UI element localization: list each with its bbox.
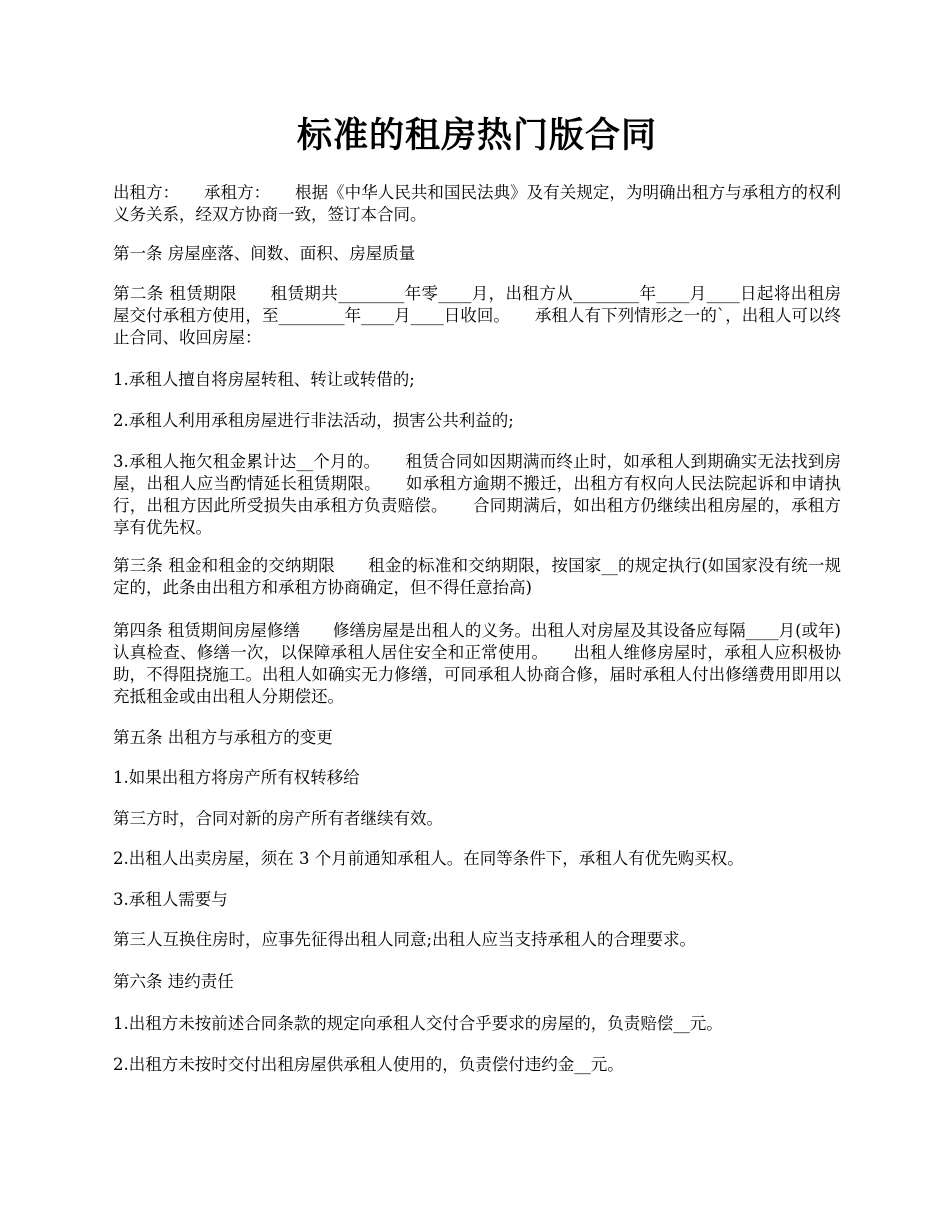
document-title: 标准的租房热门版合同 [296,115,657,156]
paragraph-intro: 出租方： 承租方： 根据《中华人民共和国民法典》及有关规定，为明确出租方与承租方的权利义务关系，经双方协商一致，签订本合同。 [113,183,841,224]
paragraph-item: 2.出租人出卖房屋，须在 3 个月前通知承租人。在同等条件下，承租人有优先购买权。 [113,849,744,868]
paragraph-article-1: 第一条 房屋座落、间数、面积、房屋质量 [113,244,416,263]
paragraph-item: 1.承租人擅自将房屋转租、转让或转借的; [113,370,415,389]
paragraph-article-5: 第五条 出租方与承租方的变更 [113,728,333,747]
paragraph-article-3: 第三条 租金和租金的交纳期限 租金的标准和交纳期限，按国家__的规定执行(如国家没有统一规定的，此条由出租方和承租方协商确定，但不得任意抬高) [113,556,841,597]
paragraph-item: 第三方时，合同对新的房产所有者继续有效。 [113,809,443,828]
paragraph-article-2: 第二条 租赁期限 租赁期共________年零____月，出租方从________年____月____日起将出租房屋交付承租方使用，至________年____月____日收回。 承租人有下列情形之一的`，出租人可以终止合同、收回房屋： [113,284,841,347]
paragraph-item: 第三人互换住房时，应事先征得出租人同意;出租人应当支持承租人的合理要求。 [113,930,697,949]
paragraph-item: 3.承租人拖欠租金累计达__个月的。 租赁合同如因期满而终止时，如承租人到期确实无法找到房屋，出租人应当酌情延长租赁期限。 如承租方逾期不搬迁，出租方有权向人民法院起诉和申请执行，出租方因此所受损失由承租方负责赔偿。 合同期满后，如出租方仍继续出租房屋的，承租方享有优先权。 [113,452,841,537]
paragraph-item: 2.承租人利用承租房屋进行非法活动，损害公共利益的; [113,411,514,430]
paragraph-item: 3.承租人需要与 [113,890,228,909]
paragraph-item: 1.如果出租方将房产所有权转移给 [113,768,360,787]
paragraph-article-6: 第六条 违约责任 [113,972,234,991]
paragraph-item: 1.出租方未按前述合同条款的规定向承租人交付合乎要求的房屋的，负责赔偿__元。 [113,1014,723,1033]
paragraph-article-4: 第四条 租赁期间房屋修缮 修缮房屋是出租人的义务。出租人对房屋及其设备应每隔____月(或年)认真检查、修缮一次，以保障承租人居住安全和正常使用。 出租人维修房屋时，承租人应积极协助，不得阻挠施工。出租人如确实无力修缮，可同承租人协商合修，届时承租人付出修缮费用即用以充抵租金或由出租人分期偿还。 [113,621,841,706]
paragraph-item: 2.出租方未按时交付出租房屋供承租人使用的，负责偿付违约金__元。 [113,1055,624,1074]
